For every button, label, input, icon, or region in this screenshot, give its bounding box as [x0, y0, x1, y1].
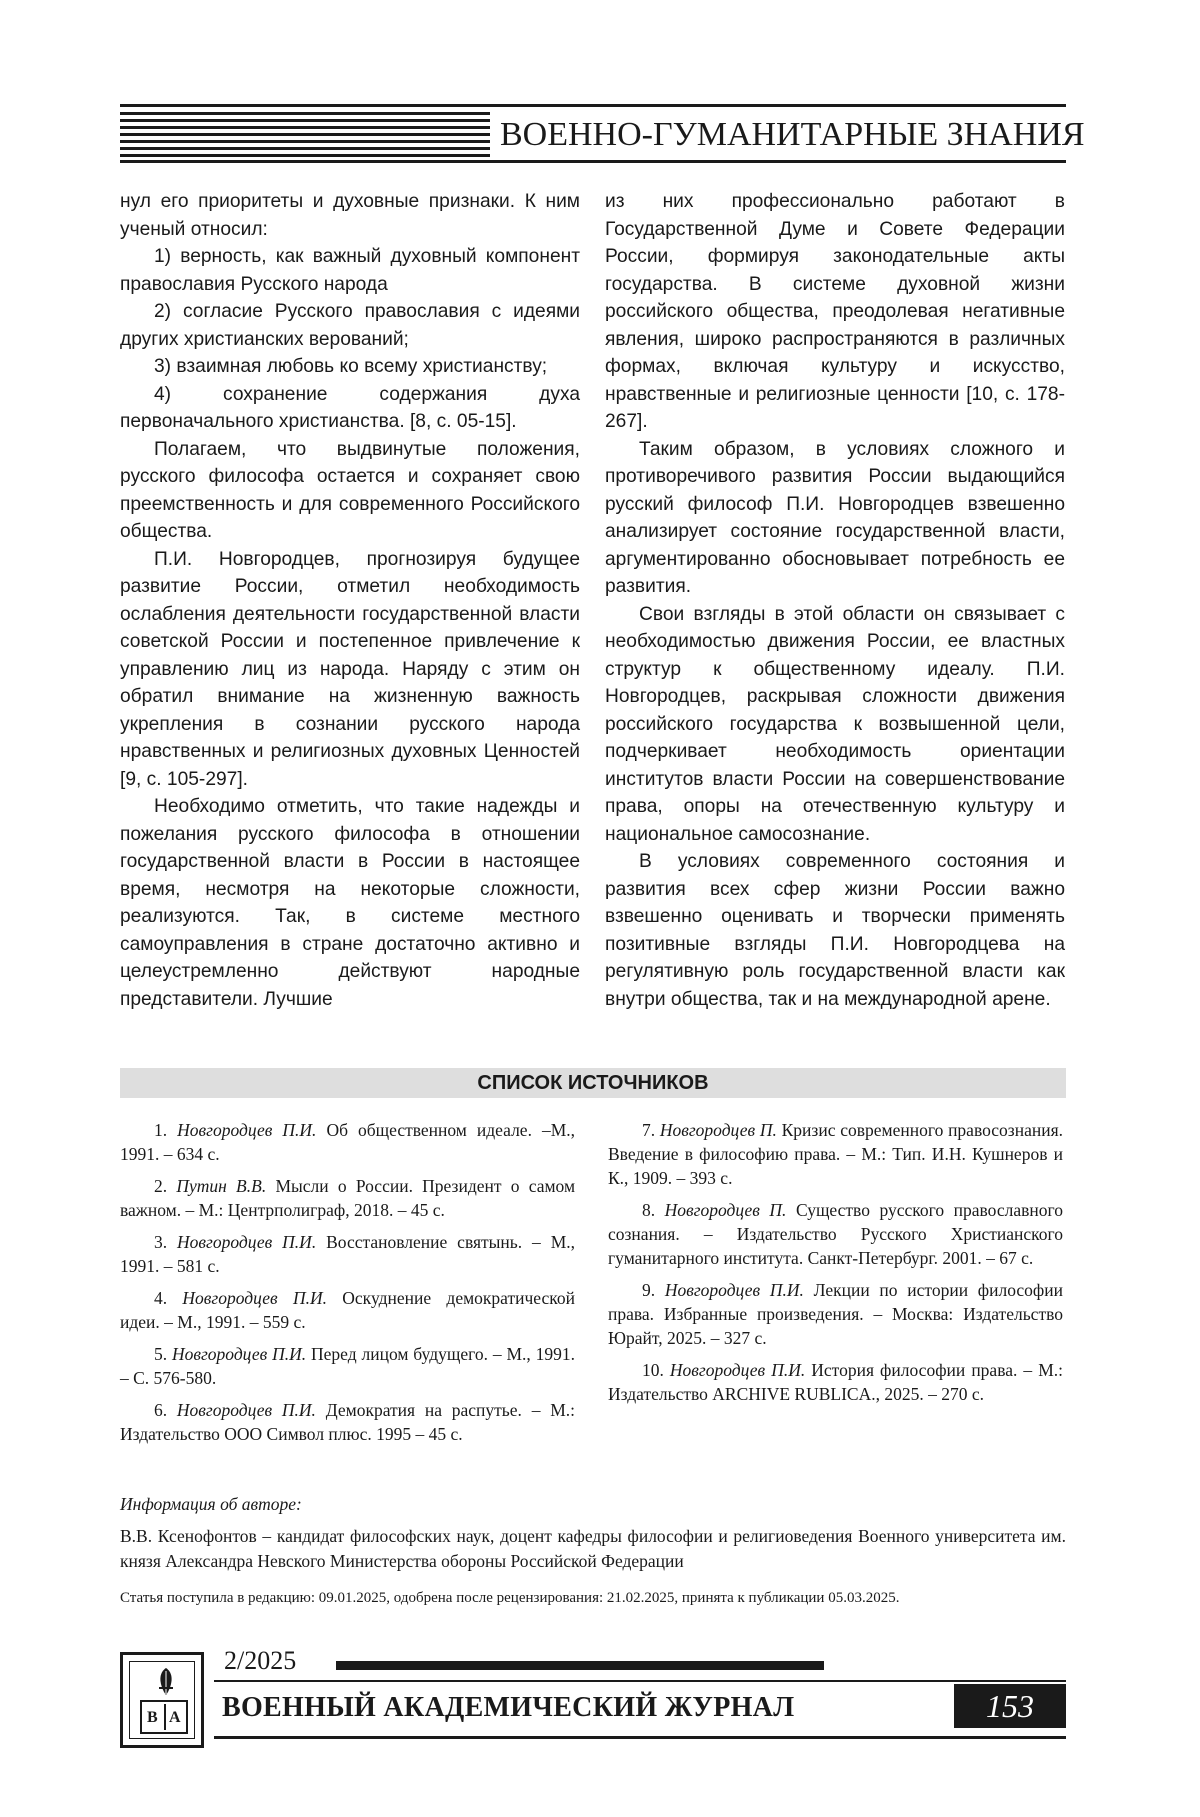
logo-letter: В	[147, 1709, 158, 1726]
paragraph: 4) сохранение содержания духа первоначального христианства. [8, с. 05-15].	[120, 383, 580, 432]
source-author: Новгородцев П.И.	[664, 1280, 804, 1300]
paragraph: Свои взгляды в этой области он связывает с необходимостью движения России, ее властных структур к общественному идеалу. П.И. Новгородцев, раскрывая сложности движения российского государства к возвышенной цели, подчеркивает необходимость ориентации институтов власти России на совершенствование права, опоры на отечественную культуру и национальное самосознание.	[605, 603, 1065, 845]
source-author: Новгородцев П.И.	[182, 1288, 327, 1308]
journal-title: ВОЕННЫЙ АКАДЕМИЧЕСКИЙ ЖУРНАЛ	[222, 1692, 795, 1723]
received-dates: Статья поступила в редакцию: 09.01.2025, одобрена после рецензирования: 21.02.2025, принята к публикации 05.03.2025.	[120, 1590, 900, 1606]
paragraph: нул его приоритеты и духовные признаки. К ним ученый относил:	[120, 191, 580, 240]
paragraph: 3) взаимная любовь ко всему христианству;	[154, 356, 548, 377]
sources-right-list	[608, 1118, 1063, 1414]
paragraph: 1) верность, как важный духовный компонент православия Русского народа	[120, 246, 580, 295]
paragraph: П.И. Новгородцев, прогнозируя будущее развитие России, отметил необходимость ослабления деятельности государственной власти советской России и постепенное привлечение к управлению лиц из народа. Наряду с этим он обратил внимание на жизненную важность укрепления в сознании русского народа нравственных и религиозных духовных Ценностей [9, с. 105-297].	[120, 548, 580, 790]
logo-letter: А	[169, 1709, 181, 1726]
footer-bar	[336, 1661, 824, 1670]
author-info-heading: Информация об авторе:	[120, 1494, 302, 1514]
author-info-text: В.В. Ксенофонтов – кандидат философских наук, доцент кафедры философии и религиоведения Военного университета им. князя Александра Невского Министерства обороны Российской Федерации	[120, 1526, 1066, 1571]
paragraph: Таким образом, в условиях сложного и противоречивого развития России выдающийся русский философ П.И. Новгородцев взвешенно анализирует состояние государственной власти, аргументированно обосновывает потребность ее развития.	[605, 438, 1065, 597]
page-number: 153	[954, 1684, 1066, 1728]
source-item: 10. Новгородцев П.И. История философии права. – М.: Издательство ARCHIVE RUBLICA., 2025. – 270 с.	[608, 1360, 1064, 1404]
paragraph: Полагаем, что выдвинутые положения, русского философа остается и сохраняет свою преемственность и для современного Российского общества.	[120, 438, 580, 542]
paragraph: 2) согласие Русского православия с идеями других христианских верований;	[120, 301, 580, 350]
source-item: 8. Новгородцев П. Существо русского православного сознания. – Издательство Русского Христианского гуманитарного института. Санкт-Петербург. 2001. – 67 с.	[608, 1200, 1064, 1268]
source-item: 6. Новгородцев П.И. Демократия на распутье. – М.: Издательство ООО Символ плюс. 1995 – 45 с.	[120, 1400, 576, 1444]
source-author: Новгородцев П.И.	[669, 1360, 806, 1380]
paragraph: из них профессионально работают в Государственной Думе и Совете Федерации России, формируя законодательные акты государства. В системе духовной жизни российского общества, преодолевая негативные явления, широко распространяются в различных формах, включая культуру и искусство, нравственные и религиозные ценности [10, с. 178-267].	[605, 191, 1065, 432]
source-author: Новгородцев П.И.	[177, 1120, 317, 1140]
source-item: 7. Новгородцев П. Кризис современного правосознания. Введение в философию права. – М.: Тип. И.Н. Кушнеров и К., 1909. – 393 с.	[608, 1120, 1063, 1188]
logo-letters-box	[140, 1700, 188, 1734]
header-stripes	[120, 104, 490, 166]
footer-rule-bottom	[214, 1736, 1066, 1739]
source-author: Новгородцев П.И.	[172, 1344, 307, 1364]
source-item: 2. Путин В.В. Мысли о России. Президент о самом важном. – М.: Центрполиграф, 2018. – 45 с.	[120, 1176, 576, 1220]
sources-left-list	[120, 1118, 575, 1454]
paragraph: В условиях современного состояния и развития всех сфер жизни России важно взвешенно оценивать и творчески применять позитивные взгляды П.И. Новгородцева на регулятивную роль государственной власти как внутри общества, так и на международной арене.	[605, 851, 1065, 1010]
source-item: 1. Новгородцев П.И. Об общественном идеале. –М., 1991. – 634 с.	[120, 1120, 576, 1164]
source-author: Путин В.В.	[176, 1176, 267, 1196]
section-title: ВОЕННО-ГУМАНИТАРНЫЕ ЗНАНИЯ	[500, 116, 1085, 153]
footer-rule-top	[214, 1680, 1066, 1682]
left-column	[120, 188, 580, 1013]
header-rule-bottom	[120, 160, 1066, 163]
issue-number: 2/2025	[224, 1646, 297, 1675]
sources-heading: СПИСОК ИСТОЧНИКОВ	[120, 1068, 1066, 1098]
source-item: 9. Новгородцев П.И. Лекции по истории философии права. Избранные произведения. – Москва: Издательство Юрайт, 2025. – 327 с.	[608, 1280, 1064, 1348]
source-item: 4. Новгородцев П.И. Оскуднение демократической идеи. – М., 1991. – 559 с.	[120, 1288, 575, 1332]
source-author: Новгородцев П.И.	[176, 1400, 316, 1420]
source-item: 3. Новгородцев П.И. Восстановление святынь. – М., 1991. – 581 с.	[120, 1232, 576, 1276]
journal-logo	[120, 1652, 204, 1748]
source-item: 5. Новгородцев П.И. Перед лицом будущего. – М., 1991. – С. 576-580.	[120, 1344, 576, 1388]
source-author: Новгородцев П.	[664, 1200, 787, 1220]
right-column	[605, 188, 1065, 1013]
source-author: Новгородцев П.	[659, 1120, 777, 1140]
source-author: Новгородцев П.И.	[177, 1232, 317, 1252]
paragraph: Необходимо отметить, что такие надежды и пожелания русского философа в отношении государственной власти в России в настоящее время, несмотря на некоторые сложности, реализуются. Так, в системе местного самоуправления в стране достаточно активно и целеустремленно действуют народные представители. Лучшие	[120, 796, 580, 1010]
quill-icon	[154, 1666, 178, 1696]
